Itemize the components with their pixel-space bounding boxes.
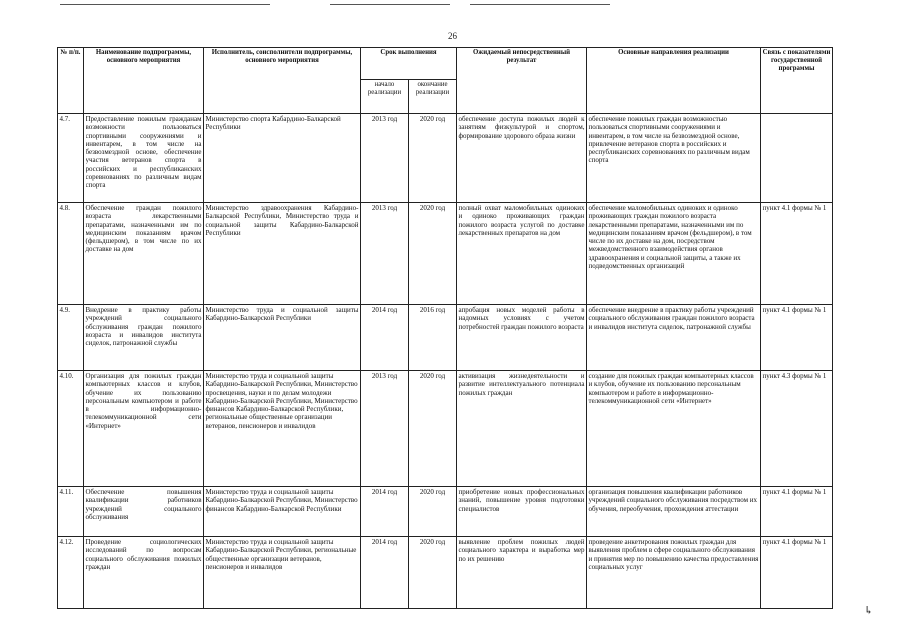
row-link: пункт 4.1 формы № 1 [761,537,833,609]
row-num: 4.12. [58,537,84,609]
top-rule-left [60,4,270,5]
row-directions: обеспечение маломобильных одиноких и одиноко проживающих граждан пожилого возраста лекарственными препаратами, назначенными им по медицинским показаниям врачом (фельдшером), в том числе по их доставке на дом, посредством межведомственного взаимодействия органов здравоохранения и социальной защиты, а также их подведомственных организаций [587,203,761,305]
row-start: 2013 год [361,114,409,203]
row-start: 2014 год [361,305,409,371]
row-num: 4.10. [58,371,84,487]
row-executor: Министерство труда и социальной защиты Кабардино-Балкарской Республики, региональные общественные организации ветеранов, пенсионеров и инвалидов [204,537,361,609]
table-row [58,203,833,305]
row-link: пункт 4.3 формы № 1 [761,371,833,487]
row-result: полный охват маломобильных одиноких и одиноко проживающих граждан пожилого возраста услугой по доставке лекарственных препаратов на дом [457,203,587,305]
row-link: пункт 4.1 формы № 1 [761,305,833,371]
row-end: 2020 год [409,203,457,305]
row-executor: Министерство труда и социальной защиты Кабардино-Балкарской Республики, Министерство финансов Кабардино-Балкарской Республики [204,487,361,537]
top-rule-middle [330,4,450,5]
row-executor: Министерство здравоохранения Кабардино-Балкарской Республики, Министерство труда и социальной защиты Кабардино-Балкарской Республики [204,203,361,305]
header-period: Срок выполнения [361,48,457,80]
row-name: Обеспечение повышения квалификации работников учреждений социального обслуживания [84,487,204,537]
row-name [84,114,204,203]
row-num: 4.9. [58,305,84,371]
row-end: 2020 год [409,537,457,609]
row-link [761,114,833,203]
row-directions: обеспечение внедрение в практику работы учреждений социального обслуживания граждан пожилого возраста и инвалидов института сиделок, патронажной службы [587,305,761,371]
header-num: № п/п. [58,48,84,114]
row-num: 4.11. [58,487,84,537]
program-table [57,47,833,609]
row-start: 2013 год [361,203,409,305]
row-end: 2020 год [409,114,457,203]
row-end: 2020 год [409,487,457,537]
table-row [58,114,833,203]
row-num: 4.8. [58,203,84,305]
row-link: пункт 4.1 формы № 1 [761,203,833,305]
row-result: апробация новых моделей работы в надомных условиях с учетом потребностей граждан пожилого возраста [457,305,587,371]
row-name: Внедрение в практику работы учреждений социального обслуживания граждан пожилого возраста и инвалидов института сиделок, патронажной службы [84,305,204,371]
header-start: начало реализации [361,80,409,114]
page-number: 26 [448,31,457,41]
row-executor: Министерство спорта Кабардино-Балкарской Республики [204,114,361,203]
header-end: окончание реализации [409,80,457,114]
row-directions: обеспечение пожилых граждан возможностью пользоваться спортивными сооружениями и инвентарем, в том числе на безвозмездной основе, привлечение ветеранов спорта в российских и республиканских соревнованиях по различным видам спорта [587,114,761,203]
header-name: Наименование подпрограммы, основного мероприятия [84,48,204,114]
row-result: выявление проблем пожилых людей социального характера и выработка мер по их решению [457,537,587,609]
row-executor: Министерство труда и социальной защиты Кабардино-Балкарской Республики, Министерство просвещения, науки и по делам молодежи Кабардино-Балкарской Республики, Министерство финансов Кабардино-Балкарской Республики, региональные общественные организации ветеранов, пенсионеров и инвалидов [204,371,361,487]
header-row-1 [58,48,833,80]
table-row [58,305,833,371]
corner-mark: ↳ [864,605,874,617]
row-name: Организация для пожилых граждан компьютерных классов и клубов, обучение их пользованию персональным компьютером и работе в информационно-телекоммуникационной сети «Интернет» [84,371,204,487]
row-name-text: Предоставление пожилым гражданам возможности пользоваться спортивными сооружениями и инвентарем, в том числе на безвозмездной основе, обеспечение участия ветеранов спорта в российских и республиканских соревнованиях по различным видам спорта [85,115,202,190]
row-end: 2020 год [409,371,457,487]
row-start: 2014 год [361,537,409,609]
table-row [58,371,833,487]
header-link: Связь с показателями государственной программы [761,48,833,114]
row-result: активизация жизнедеятельности и развитие интеллектуального потенциала пожилых граждан [457,371,587,487]
row-num: 4.7. [58,114,84,203]
table-row [58,487,833,537]
row-directions: организация повышения квалификации работников учреждений социального обслуживания посредством их обучения, переобучения, прохождения аттестации [587,487,761,537]
row-start: 2013 год [361,371,409,487]
row-link: пункт 4.1 формы № 1 [761,487,833,537]
header-result: Ожидаемый непосредственный результат [457,48,587,114]
row-name: Обеспечение граждан пожилого возраста лекарственными препаратами, назначенными им по медицинским показаниям врачом (фельдшером), в том числе по их доставке на дом [84,203,204,305]
row-end: 2016 год [409,305,457,371]
row-directions: проведение анкетирования пожилых граждан для выявления проблем в сфере социального обслуживания и принятия мер по повышению качества предоставления социальных услуг [587,537,761,609]
row-start: 2014 год [361,487,409,537]
header-directions: Основные направления реализации [587,48,761,114]
row-result: приобретение новых профессиональных знаний, повышение уровня подготовки специалистов [457,487,587,537]
row-directions: создание для пожилых граждан компьютерных классов и клубов, обучение их пользованию персональным компьютером и работе в информационно-телекоммуникационной сети «Интернет» [587,371,761,487]
row-name: Проведение социологических исследований по вопросам социального обслуживания пожилых граждан [84,537,204,609]
row-result: обеспечение доступа пожилых людей к занятиям физкультурой и спортом, формирование здорового образа жизни [457,114,587,203]
row-executor: Министерство труда и социальной защиты Кабардино-Балкарской Республики [204,305,361,371]
top-rule-right [470,4,610,5]
table-row [58,537,833,609]
header-executor: Исполнитель, соисполнители подпрограммы, основного мероприятия [204,48,361,114]
